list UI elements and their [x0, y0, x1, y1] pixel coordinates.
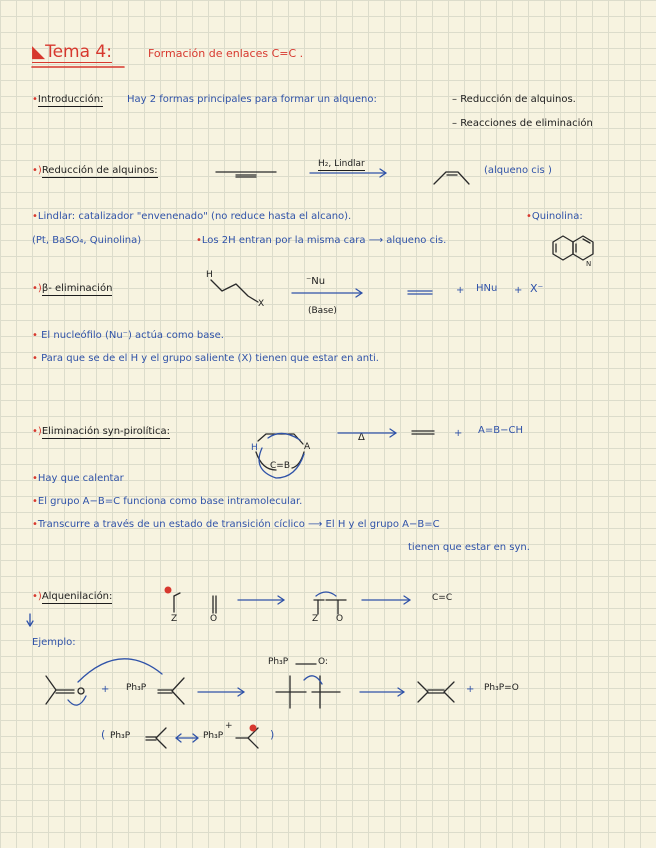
reduccion-reagent: H₂, Lindlar	[318, 159, 365, 169]
page-subtitle: Formación de enlaces C=C .	[148, 47, 304, 60]
beta-reagent-top: ⁻Nu	[306, 276, 326, 287]
ejemplo-arrow-2-icon	[360, 688, 404, 696]
beta-plus-1: +	[456, 285, 465, 296]
beta-alkene-icon	[408, 291, 432, 294]
beta-product-x: X⁻	[530, 282, 544, 295]
negative-charge-icon	[165, 587, 172, 594]
resonance-form-1-icon	[146, 728, 166, 748]
quinolina-label: •Quinolina:	[526, 211, 583, 222]
carbanion-charge-icon	[250, 725, 257, 732]
alq-z2: Z	[312, 614, 319, 624]
quinoline-icon	[553, 236, 593, 260]
oxaphosphetane-icon	[276, 664, 340, 708]
beta-atom-h: H	[206, 270, 213, 280]
syn-atom-cb: C=B	[270, 461, 290, 471]
beta-substrate-icon	[211, 280, 258, 302]
syn-arrow-icon	[338, 429, 396, 437]
alquenilacion-heading: •)Alquenilación:	[32, 591, 113, 602]
syn-heat: Δ	[358, 432, 365, 443]
beta-heading: •)β- eliminación	[32, 283, 113, 294]
intermediate-ph3p: Ph₃P	[268, 657, 289, 667]
beta-arrow-icon	[292, 289, 362, 297]
ph3po-product: Ph₃P=O	[484, 683, 519, 693]
alq-product: C=C	[432, 593, 453, 603]
intro-item-2: – Reacciones de eliminación	[452, 118, 593, 129]
alkyne-icon	[216, 172, 276, 177]
syn-note-2: •El grupo A−B=C funciona como base intramolecular.	[32, 496, 303, 507]
resonance-ph3p-2: Ph₃P	[203, 731, 224, 741]
intro-heading: •Introducción:	[32, 94, 104, 105]
curved-arrow-icon-2	[78, 659, 162, 682]
beta-note-2: • Para que se de el H y el grupo saliente (X) tienen que estar en anti.	[32, 353, 379, 364]
alq-o1: O	[210, 614, 218, 624]
syn-note-3: •Transcurre a través de un estado de transición cíclico ⟶ El H y el grupo A−B=C	[32, 519, 440, 530]
ejemplo-plus-1: +	[101, 684, 110, 695]
product-alkene-icon	[418, 682, 454, 702]
syn-atom-a: A	[304, 442, 311, 452]
alq-carbanion-icon	[174, 593, 216, 613]
alq-arrow-2-icon	[362, 596, 410, 604]
ejemplo-plus-2: +	[466, 684, 475, 695]
syn-note-3b: tienen que estar en syn.	[408, 542, 530, 553]
beta-reagent-bottom: (Base)	[308, 306, 337, 316]
ylide-alkene-icon	[158, 678, 184, 704]
resonance-ph3p-1: Ph₃P	[110, 731, 131, 741]
lindlar-composition: (Pt, BaSO₄, Quinolina)	[32, 235, 142, 246]
curved-arrow-icon	[68, 696, 86, 705]
syn-note-1: •Hay que calentar	[32, 473, 124, 484]
cis-alkene-icon	[434, 172, 469, 184]
ketone-icon	[46, 676, 84, 704]
alq-z1: Z	[171, 614, 178, 624]
ylide-ph3p: Ph₃P	[126, 683, 147, 693]
flag-icon: ◣	[32, 42, 46, 62]
ejemplo-arrow-1-icon	[198, 688, 244, 696]
lindlar-arrow-icon	[310, 169, 386, 177]
intro-text: Hay 2 formas principales para formar un alqueno:	[127, 94, 377, 105]
reduccion-heading: •)Reducción de alquinos:	[32, 165, 158, 176]
beta-plus-2: +	[514, 285, 523, 296]
alq-adduct-icon	[314, 592, 346, 614]
reduccion-product-note: (alqueno cis )	[484, 165, 552, 176]
lindlar-line: •Lindlar: catalizador "envenenado" (no reduce hasta el alcano).	[32, 211, 352, 222]
syn-alkene-icon	[412, 431, 434, 434]
beta-atom-x: X	[258, 299, 265, 309]
ejemplo-label: Ejemplo:	[32, 637, 76, 648]
intro-item-1: – Reducción de alquinos.	[452, 94, 576, 105]
misma-cara-note: •Los 2H entran por la misma cara ⟶ alqueno cis.	[196, 235, 447, 246]
svg-text:N: N	[586, 260, 592, 268]
beta-product-hnu: HNu	[476, 283, 498, 294]
syn-plus: +	[454, 428, 463, 439]
resonance-open: (	[101, 728, 106, 741]
resonance-close: )	[270, 728, 275, 741]
resonance-arrow-icon	[176, 734, 198, 742]
tema-title: ◣Tema 4:	[32, 42, 112, 62]
beta-note-1: • El nucleófilo (Nu⁻) actúa como base.	[32, 330, 224, 341]
alq-o2: O	[336, 614, 344, 624]
alq-arrow-1-icon	[238, 596, 284, 604]
syn-product: A=B−CH	[478, 425, 523, 436]
syn-heading: •)Eliminación syn-pirolítica:	[32, 426, 171, 437]
syn-atom-h: H	[251, 443, 258, 453]
svg-text:+: +	[225, 721, 233, 731]
syn-cyclic-ts-icon	[256, 433, 304, 478]
intermediate-o: O:	[318, 657, 328, 667]
